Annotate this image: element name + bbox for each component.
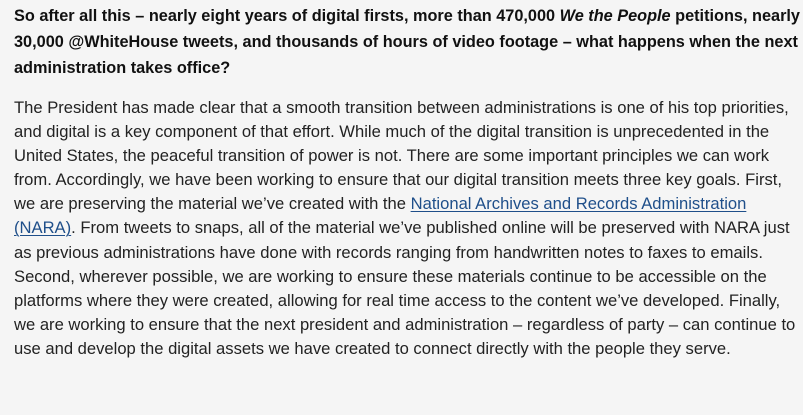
- section-heading: [14, 0, 800, 81]
- body-paragraph: [14, 96, 800, 361]
- heading-emphasis: We the People: [559, 7, 671, 25]
- nara-link[interactable]: National Archives and Records Administration (NARA): [14, 194, 747, 238]
- paragraph-text-end: . From tweets to snaps, all of the material we’ve published online will be preserved with NARA just as previous administrations have done with records ranging from handwritten notes to faxes to emails. Second, wherever possible, we are working to ensure these materials continue to be accessible on the platforms where they were created, allowing for real time access to the content we’ve developed. Finally, we are working to ensure that the next president and administration – regardless of party – can continue to use and develop the digital assets we have created to connect directly with the people they serve.: [14, 218, 796, 358]
- heading-text-start: So after all this – nearly eight years of digital firsts, more than 470,000: [14, 7, 560, 25]
- article-excerpt: [14, 0, 800, 361]
- heading-text-end: petitions, nearly 30,000 @WhiteHouse tweets, and thousands of hours of video footage – what happens when the next administration takes office?: [14, 7, 800, 77]
- paragraph-text-start: The President has made clear that a smooth transition between administrations is one of his top priorities, and digital is a key component of that effort. While much of the digital transition is unprecedented in the United States, the peaceful transition of power is not. There are some important principles we can work from. Accordingly, we have been working to ensure that our digital transition meets three key goals. First, we are preserving the material we’ve created with the: [14, 98, 789, 214]
